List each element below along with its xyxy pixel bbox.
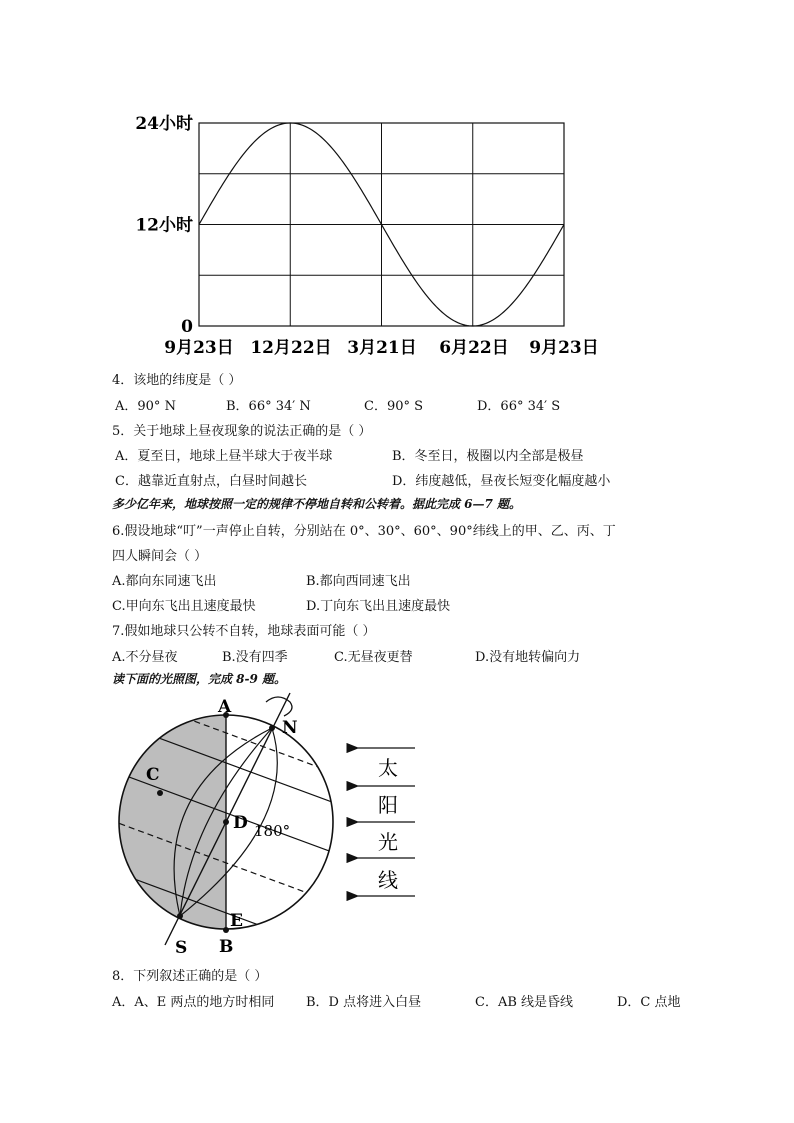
label-a: A [218, 697, 232, 717]
label-180-degrees: 180° [254, 822, 291, 840]
q8-stem: 8．下列叙述正确的是（ ） [112, 969, 268, 984]
q6-stem-line2: 四人瞬间会（ ） [112, 549, 208, 564]
point-b [223, 927, 229, 933]
q7-option-c: C.无昼夜更替 [334, 650, 413, 665]
chart-x-tick-label: 3月21日 [347, 338, 417, 358]
q7-option-b: B.没有四季 [222, 650, 288, 665]
q6-stem-line1: 6.假设地球“叮”一声停止自转，分别站在 0°、30°、60°、90°纬线上的甲、乙、丙、丁 [112, 524, 616, 539]
q4-option-c: C．90° S [364, 399, 424, 414]
q8-option-d: D．C 点地 [617, 995, 681, 1010]
point-c [157, 790, 163, 796]
q4-stem: 4．该地的纬度是（ ） [112, 373, 242, 388]
q8-option-a: A．A、E 两点的地方时相同 [112, 995, 275, 1010]
q7-option-d: D.没有地转偏向力 [475, 650, 581, 665]
q6-option-b: B.都向西同速飞出 [306, 574, 411, 589]
q5-stem: 5．关于地球上昼夜现象的说法正确的是（ ） [112, 424, 372, 439]
label-d: D [233, 813, 248, 833]
label-e: E [230, 911, 243, 931]
sunlight-char-4: 线 [378, 868, 398, 892]
q4-option-a: A．90° N [115, 399, 176, 414]
sunlight-char-3: 光 [378, 830, 398, 854]
chart-y-tick-label: 24小时 [135, 114, 193, 134]
chart-y-tick-label: 0 [181, 317, 193, 337]
rotation-arrow-icon [266, 697, 292, 716]
intro-6-7: 多少亿年来，地球按照一定的规律不停地自转和公转着。据此完成 6—7 题。 [112, 497, 522, 511]
sunlight-char-1: 太 [378, 756, 398, 780]
label-s: S [175, 938, 188, 958]
q4-option-d: D．66° 34′ S [477, 399, 561, 414]
q4-option-b: B．66° 34′ N [226, 399, 311, 414]
label-c: C [146, 765, 160, 785]
sunlight-char-2: 阳 [378, 793, 398, 817]
q5-option-c: C．越靠近直射点，白昼时间越长 [115, 474, 307, 489]
point-n [269, 725, 275, 731]
q5-option-a: A．夏至日，地球上昼半球大于夜半球 [115, 449, 333, 464]
point-s [177, 913, 183, 919]
q6-option-a: A.都向东同速飞出 [112, 574, 217, 589]
point-d [223, 819, 229, 825]
intro-8-9: 读下面的光照图，完成 8-9 题。 [112, 672, 287, 686]
label-b: B [219, 937, 234, 957]
q8-option-b: B．D 点将进入白昼 [306, 995, 422, 1010]
q5-option-b: B．冬至日，极圈以内全部是极昼 [392, 449, 584, 464]
q7-option-a: A.不分昼夜 [112, 650, 178, 665]
q8-option-c: C．AB 线是昏线 [475, 995, 574, 1010]
chart-x-tick-label: 9月23日 [164, 338, 234, 358]
chart-x-tick-label: 6月22日 [439, 338, 509, 358]
q5-option-d: D．纬度越低，昼夜长短变化幅度越小 [392, 474, 611, 489]
chart-x-tick-label: 9月23日 [529, 338, 599, 358]
q6-option-d: D.丁向东飞出且速度最快 [306, 599, 451, 614]
chart-y-tick-label: 12小时 [135, 215, 193, 236]
chart-x-tick-label: 12月22日 [250, 338, 332, 358]
q7-stem: 7.假如地球只公转不自转，地球表面可能（ ） [112, 624, 376, 639]
q6-option-c: C.甲向东飞出且速度最快 [112, 599, 256, 614]
label-n: N [282, 718, 298, 738]
